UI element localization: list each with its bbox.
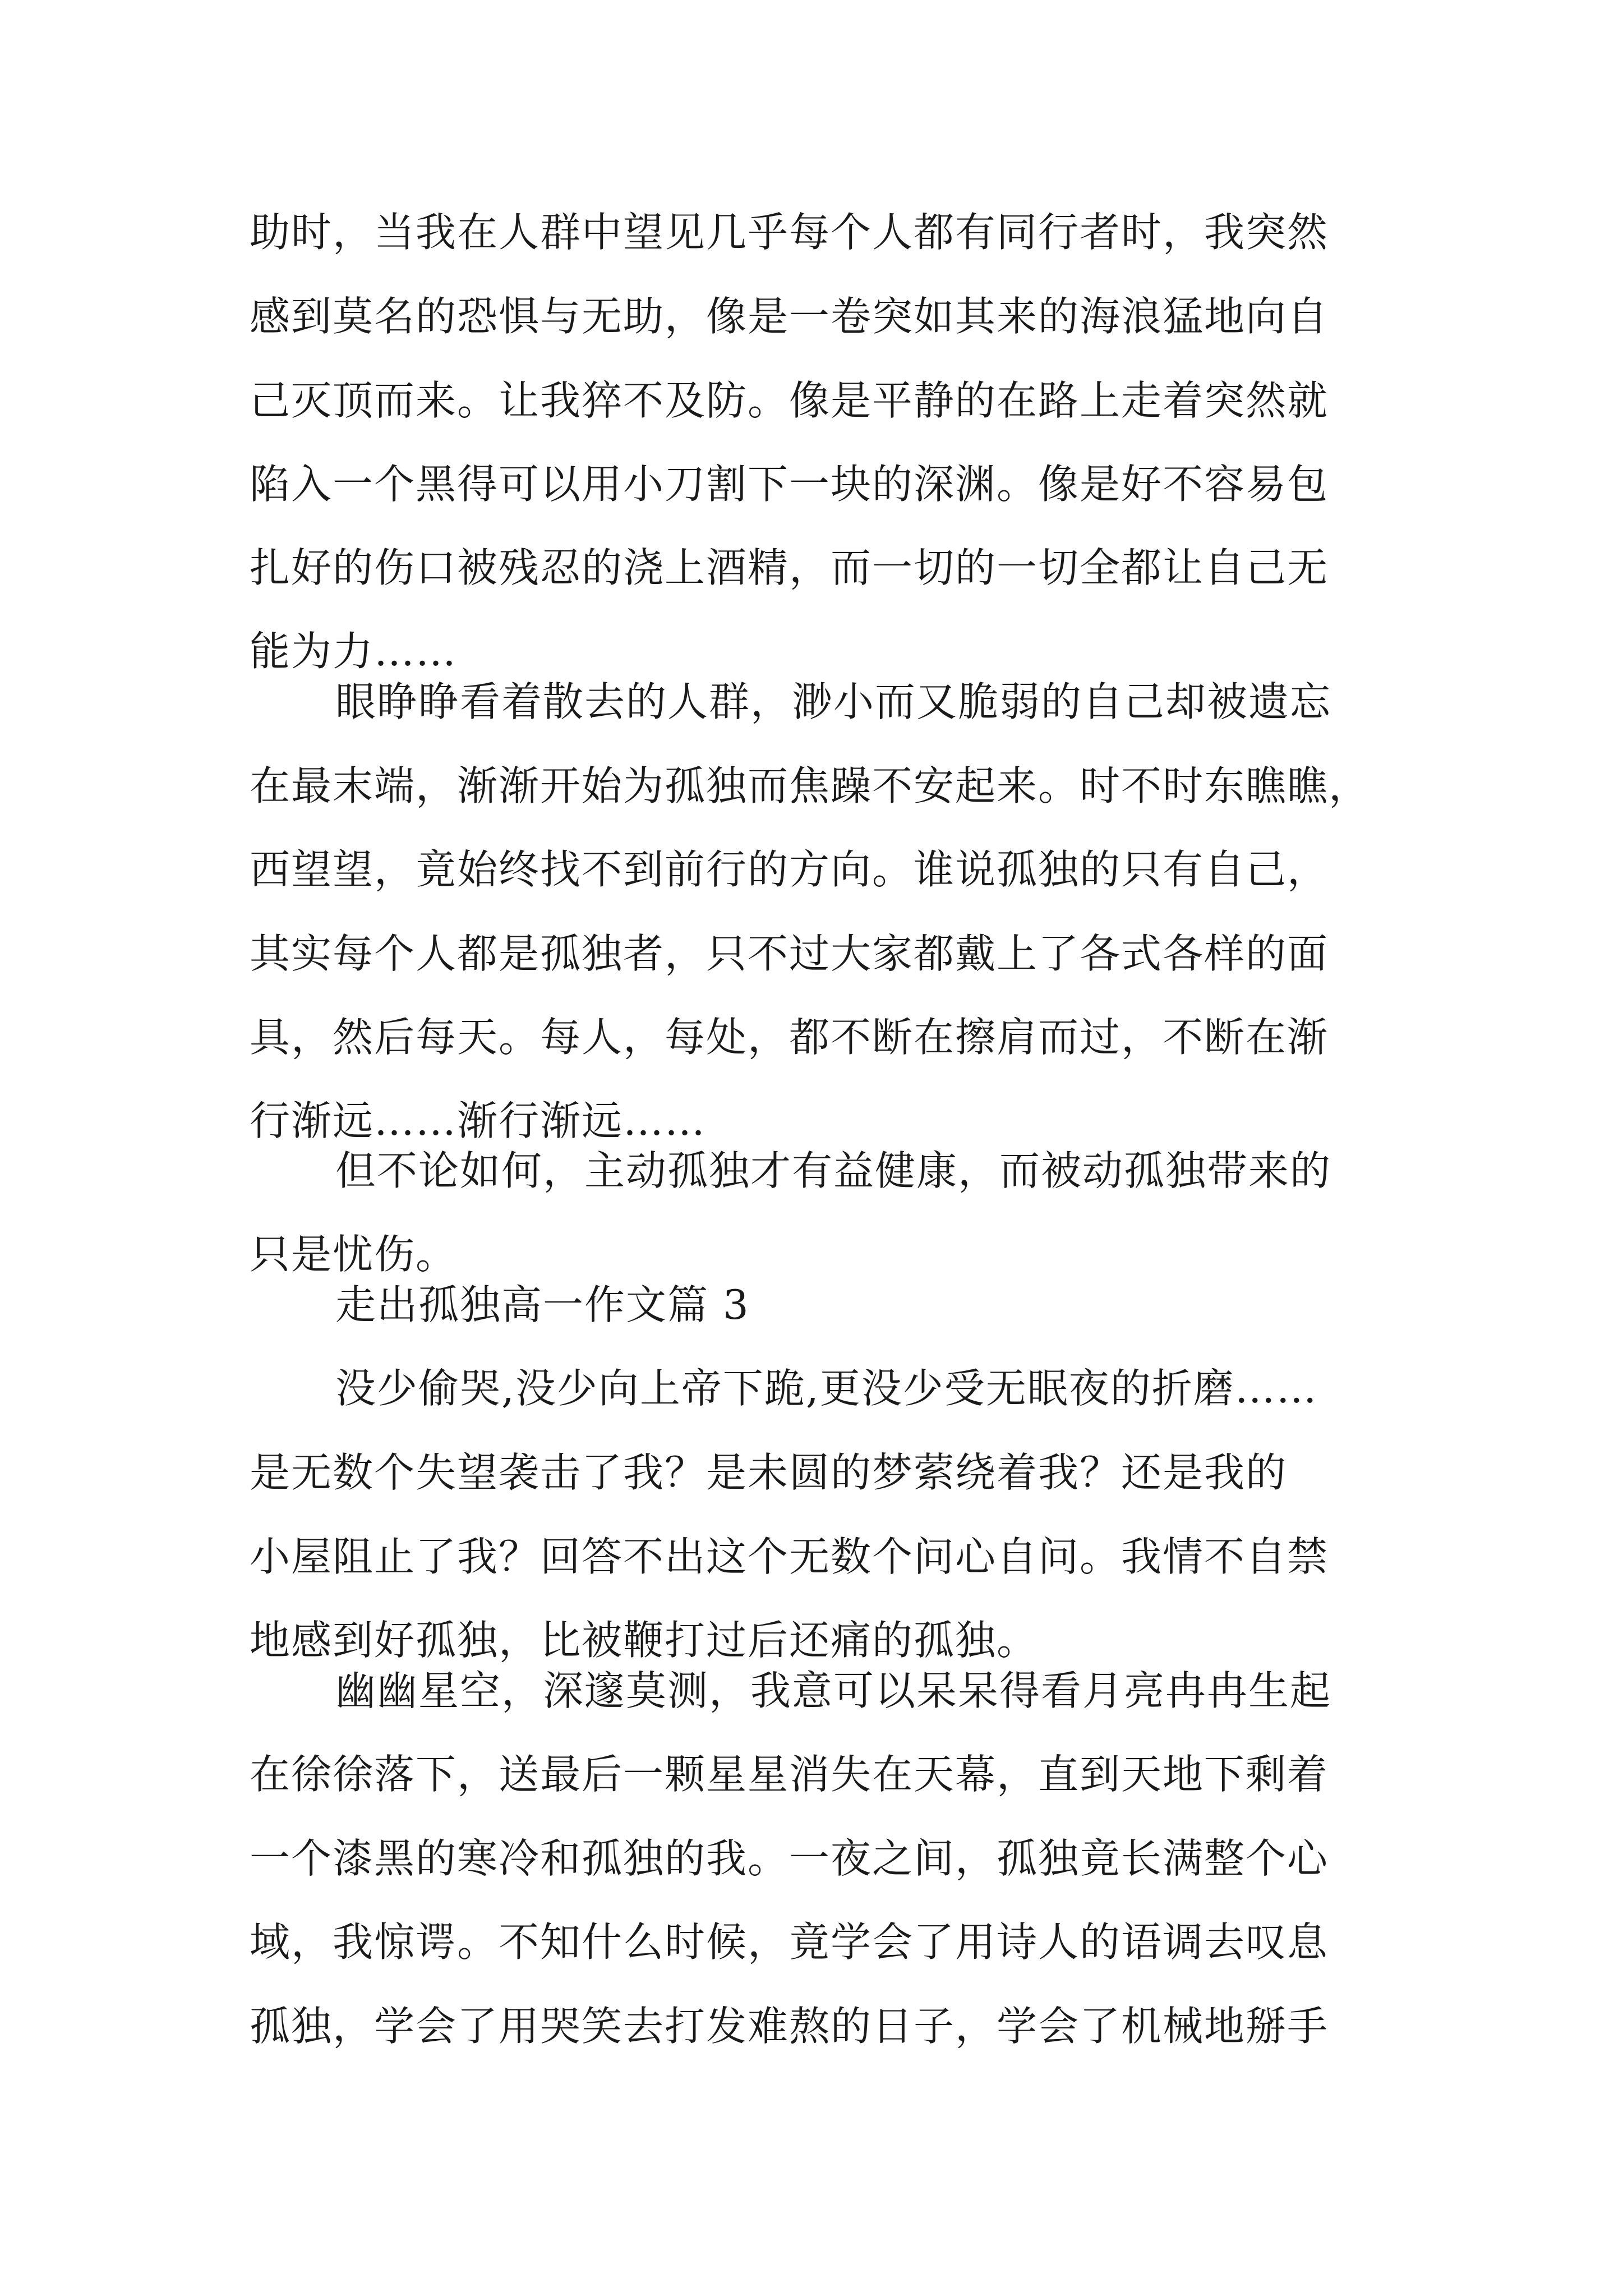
text-line: 陷入一个黑得可以用小刀割下一块的深渊。像是好不容易包 xyxy=(250,461,1329,508)
paragraph-start-line: 没少偷哭,没少向上帝下跪,更没少受无眠夜的折磨…… xyxy=(335,1365,1318,1412)
text-line: 其实每个人都是孤独者，只不过大家都戴上了各式各样的面 xyxy=(250,930,1329,977)
text-line: 己灭顶而来。让我猝不及防。像是平静的在路上走着突然就 xyxy=(250,377,1329,424)
section-heading: 走出孤独高一作文篇 3 xyxy=(335,1281,750,1328)
text-line: 在最末端，渐渐开始为孤独而焦躁不安起来。时不时东瞧瞧， xyxy=(250,762,1371,809)
text-line: 孤独，学会了用哭笑去打发难熬的日子，学会了机械地掰手 xyxy=(250,2003,1329,2050)
text-line: 在徐徐落下，送最后一颗星星消失在天幕，直到天地下剩着 xyxy=(250,1751,1329,1798)
paragraph-start-line: 幽幽星空，深邃莫测，我意可以呆呆得看月亮冉冉生起 xyxy=(335,1667,1332,1714)
text-line: 行渐远……渐行渐远…… xyxy=(250,1097,707,1144)
text-line: 扎好的伤口被残忍的浇上酒精，而一切的一切全都让自己无 xyxy=(250,544,1329,591)
paragraph-start-line: 眼睁睁看着散去的人群，渺小而又脆弱的自己却被遗忘 xyxy=(335,678,1332,725)
text-line: 能为力…… xyxy=(250,628,458,675)
text-line: 西望望，竟始终找不到前行的方向。谁说孤独的只有自己， xyxy=(250,846,1329,893)
text-line: 只是忧伤。 xyxy=(250,1231,458,1278)
text-line: 一个漆黑的寒冷和孤独的我。一夜之间，孤独竟长满整个心 xyxy=(250,1835,1329,1882)
text-line: 域，我惊谔。不知什么时候，竟学会了用诗人的语调去叹息 xyxy=(250,1918,1329,1966)
text-line: 是无数个失望袭击了我？是未圆的梦萦绕着我？还是我的 xyxy=(250,1449,1288,1496)
text-line: 感到莫名的恐惧与无助，像是一卷突如其来的海浪猛地向自 xyxy=(250,293,1329,340)
text-line: 地感到好孤独，比被鞭打过后还痛的孤独。 xyxy=(250,1617,1039,1664)
paragraph-start-line: 但不论如何，主动孤独才有益健康，而被动孤独带来的 xyxy=(335,1147,1332,1194)
text-line: 具，然后每天。每人，每处，都不断在擦肩而过，不断在渐 xyxy=(250,1014,1329,1061)
text-line: 小屋阻止了我？回答不出这个无数个问心自问。我情不自禁 xyxy=(250,1533,1329,1580)
text-line: 助时，当我在人群中望见几乎每个人都有同行者时，我突然 xyxy=(250,209,1329,256)
